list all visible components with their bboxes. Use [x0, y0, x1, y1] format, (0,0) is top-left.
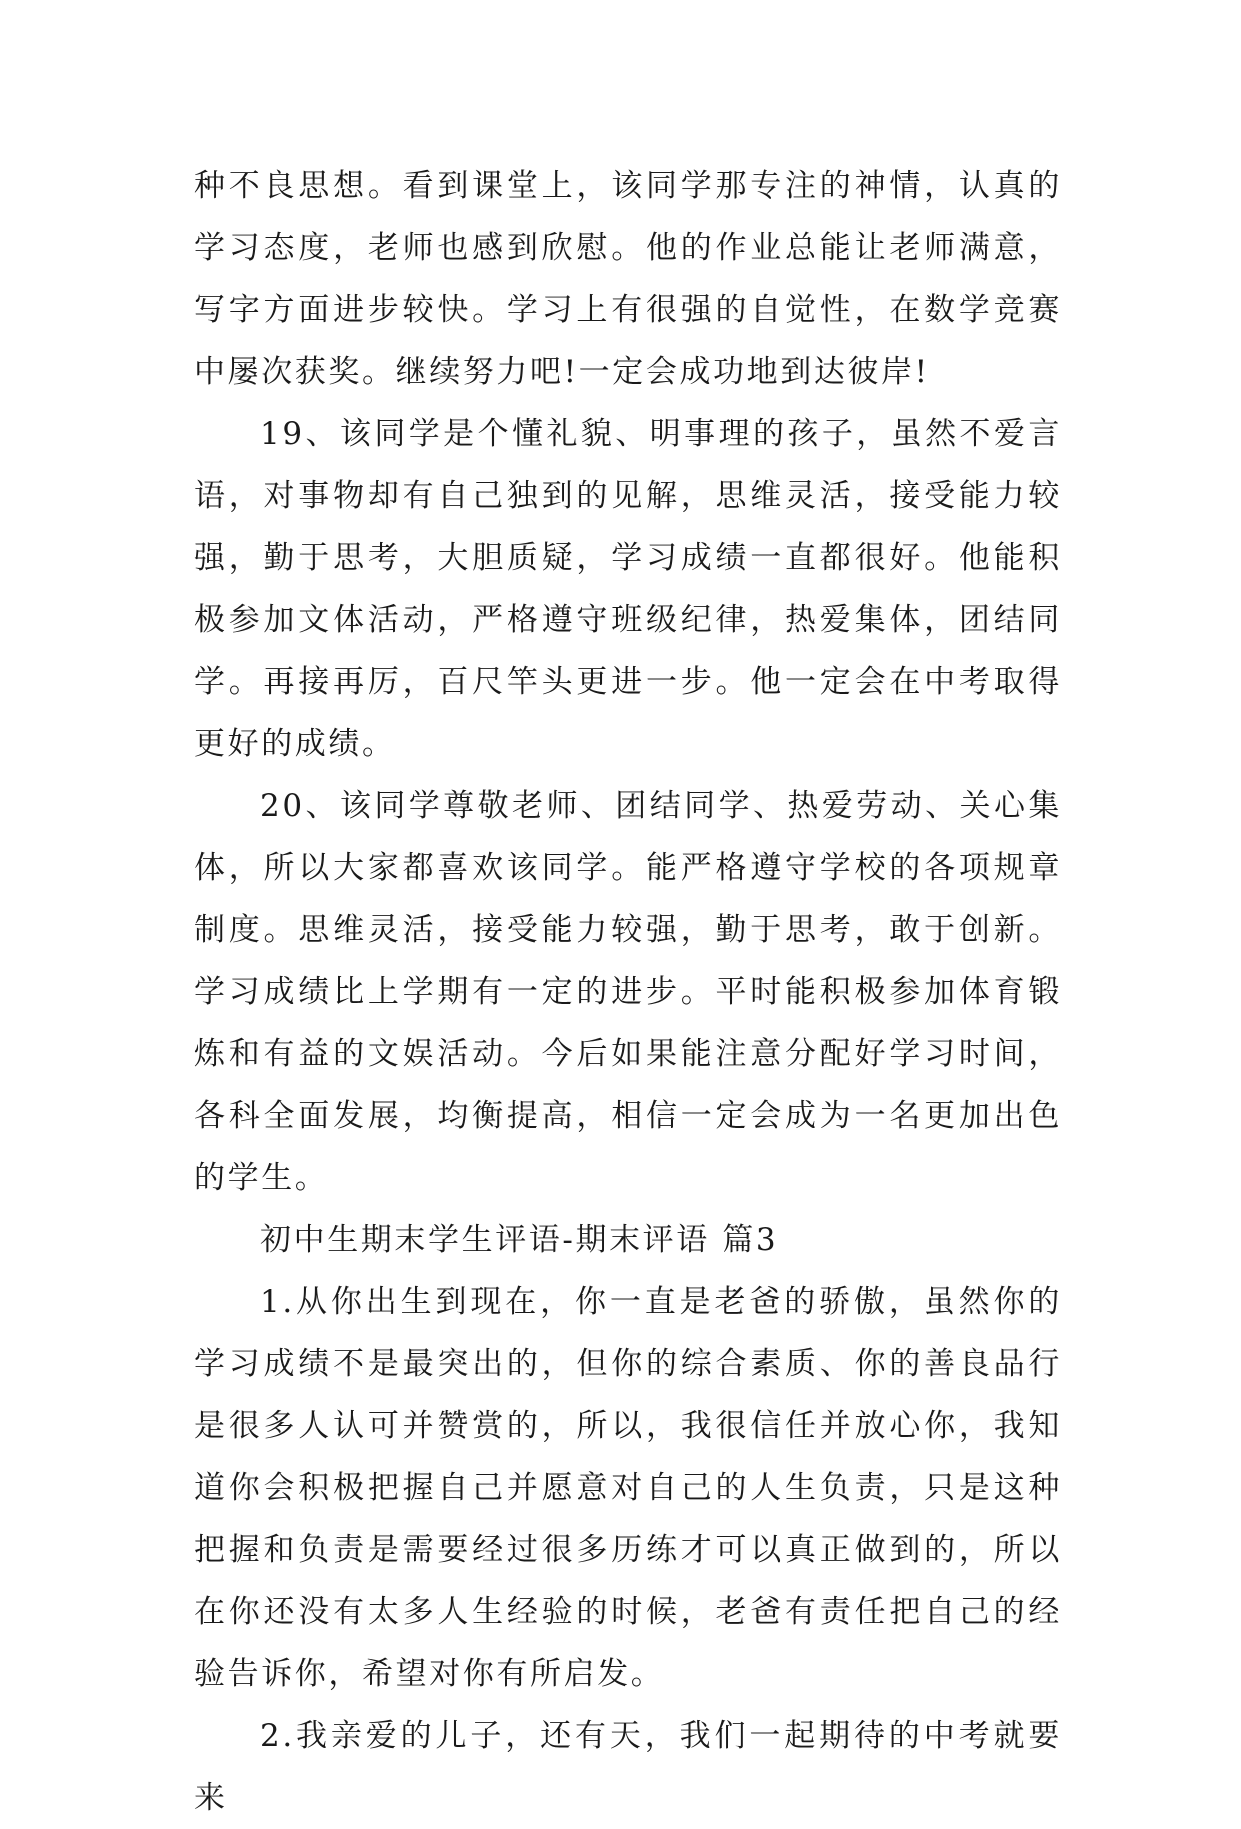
paragraph-comment-20: 20、该同学尊敬老师、团结同学、热爱劳动、关心集体，所以大家都喜欢该同学。能严格遵守学校的各项规章制度。思维灵活，接受能力较强，勤于思考，敢于创新。学习成绩比上学期有一定的进步。平时能积极参加体育锻炼和有益的文娱活动。今后如果能注意分配好学习时间，各科全面发展，均衡提高，相信一定会成为一名更加出色的学生。 — [194, 788, 1062, 1196]
document-body — [194, 155, 1062, 1829]
paragraph-continued: 种不良思想。看到课堂上，该同学那专注的神情，认真的学习态度，老师也感到欣慰。他的作业总能让老师满意，写字方面进步较快。学习上有很强的自觉性，在数学竞赛中屡次获奖。继续努力吧!一定会成功地到达彼岸! — [194, 168, 1062, 390]
paragraph-comment-19: 19、该同学是个懂礼貌、明事理的孩子，虽然不爱言语，对事物却有自己独到的见解，思维灵活，接受能力较强，勤于思考，大胆质疑，学习成绩一直都很好。他能积极参加文体活动，严格遵守班级纪律，热爱集体，团结同学。再接再厉，百尺竿头更进一步。他一定会在中考取得更好的成绩。 — [194, 416, 1062, 762]
paragraph-letter-1: 1.从你出生到现在，你一直是老爸的骄傲，虽然你的学习成绩不是最突出的，但你的综合素质、你的善良品行是很多人认可并赞赏的，所以，我很信任并放心你，我知道你会积极把握自己并愿意对自己的人生负责，只是这种把握和负责是需要经过很多历练才可以真正做到的，所以在你还没有太多人生经验的时候，老爸有责任把自己的经验告诉你，希望对你有所启发。 — [194, 1284, 1062, 1692]
paragraph-letter-2: 2.我亲爱的儿子，还有天，我们一起期待的中考就要来 — [194, 1718, 1062, 1816]
section-heading: 初中生期末学生评语-期末评语 篇3 — [260, 1222, 779, 1258]
